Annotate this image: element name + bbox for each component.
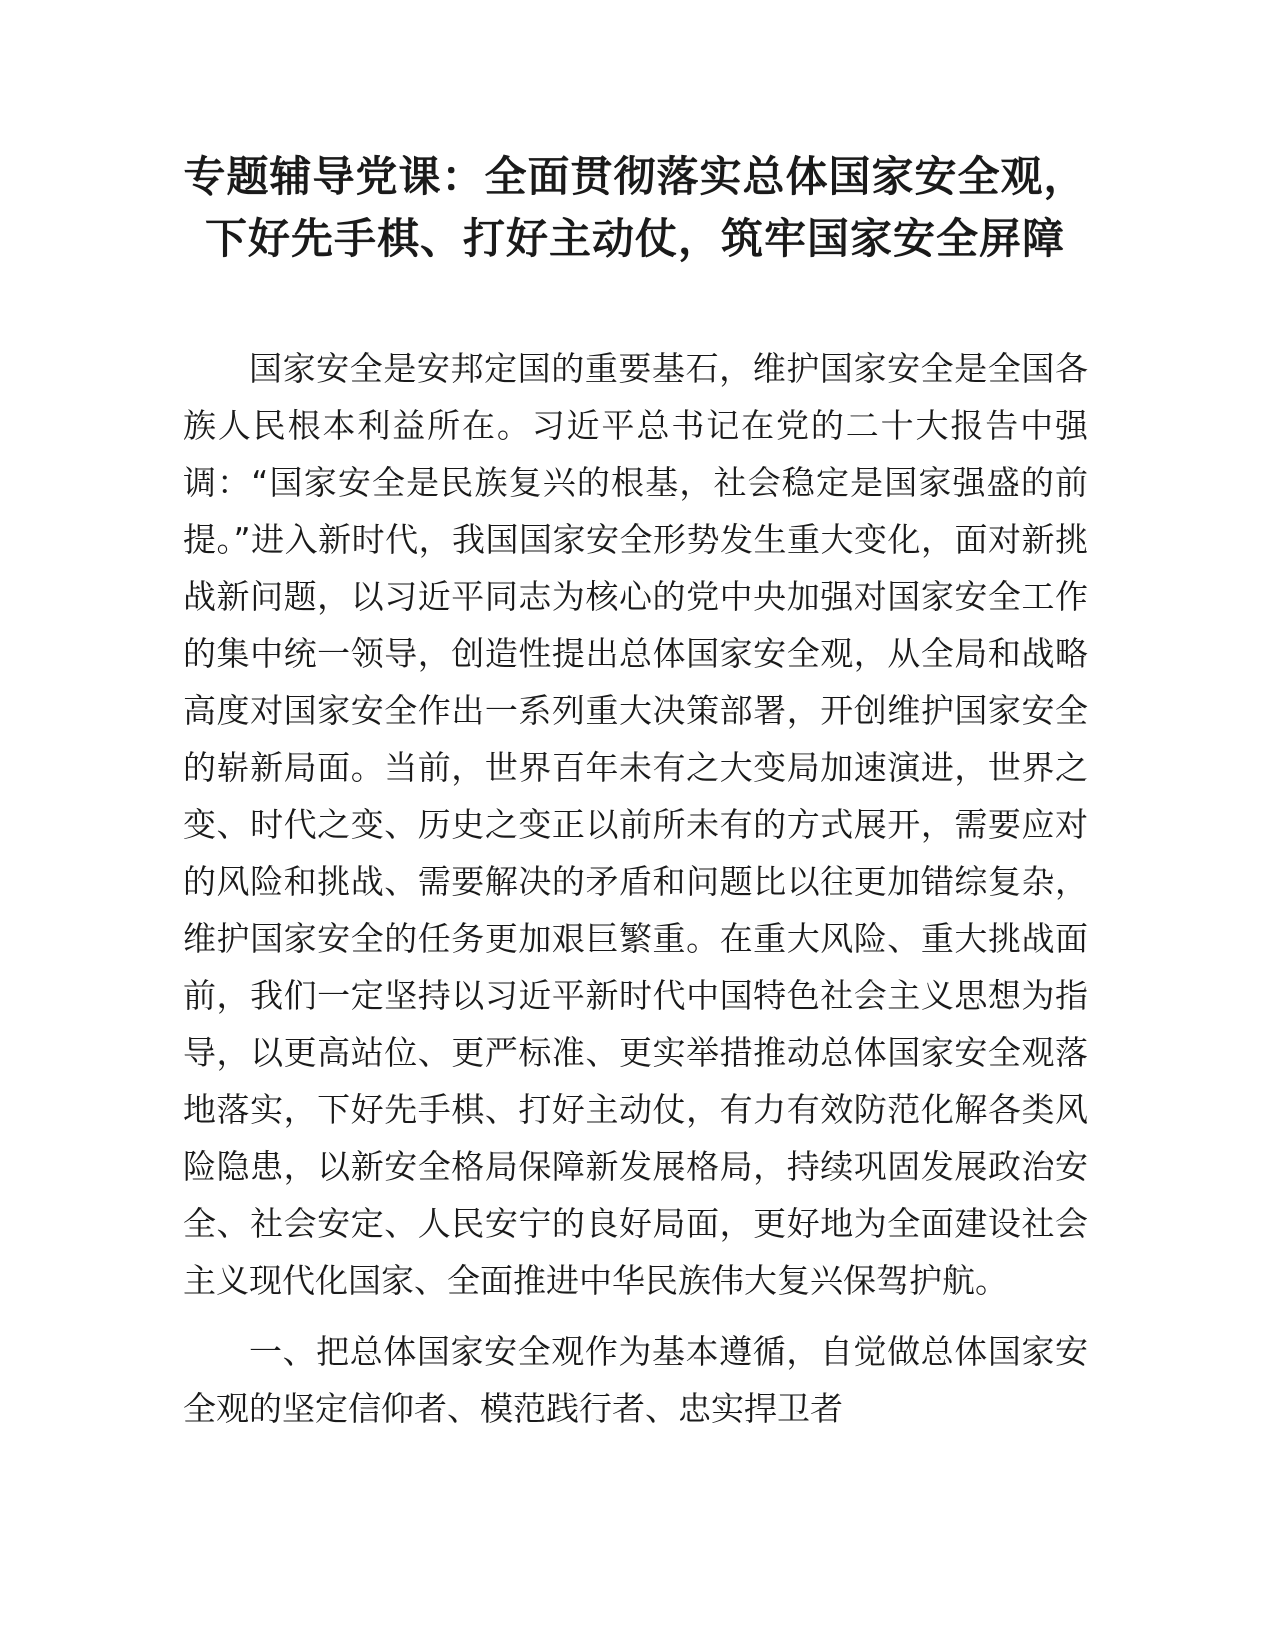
document-title: 专题辅导党课：全面贯彻落实总体国家安全观，下好先手棋、打好主动仗，筑牢国家安全屏障 [183, 152, 1087, 263]
section-heading-1: 一、把总体国家安全观作为基本遵循，自觉做总体国家安全观的坚定信仰者、模范践行者、忠实捍卫者 [183, 1332, 1088, 1428]
intro-paragraph: 国家安全是安邦定国的重要基石，维护国家安全是全国各族人民根本利益所在。习近平总书记在党的二十大报告中强调：“国家安全是民族复兴的根基，社会稳定是国家强盛的前提。”进入新时代，我国国家安全形势发生重大变化，面对新挑战新问题，以习近平同志为核心的党中央加强对国家安全工作的集中统一领导，创造性提出总体国家安全观，从全局和战略高度对国家安全作出一系列重大决策部署，开创维护国家安全的崭新局面。当前，世界百年未有之大变局加速演进，世界之变、时代之变、历史之变正以前所未有的方式展开，需要应对的风险和挑战、需要解决的矛盾和问题比以往更加错综复杂，维护国家安全的任务更加艰巨繁重。在重大风险、重大挑战面前，我们一定坚持以习近平新时代中国特色社会主义思想为指导，以更高站位、更严标准、更实举措推动总体国家安全观落地落实，下好先手棋、打好主动仗，有力有效防范化解各类风险隐患，以新安全格局保障新发展格局，持续巩固发展政治安全、社会安定、人民安宁的良好局面，更好地为全面建设社会主义现代化国家、全面推进中华民族伟大复兴保驾护航。 [183, 349, 1088, 1300]
document-body [183, 340, 1088, 1451]
